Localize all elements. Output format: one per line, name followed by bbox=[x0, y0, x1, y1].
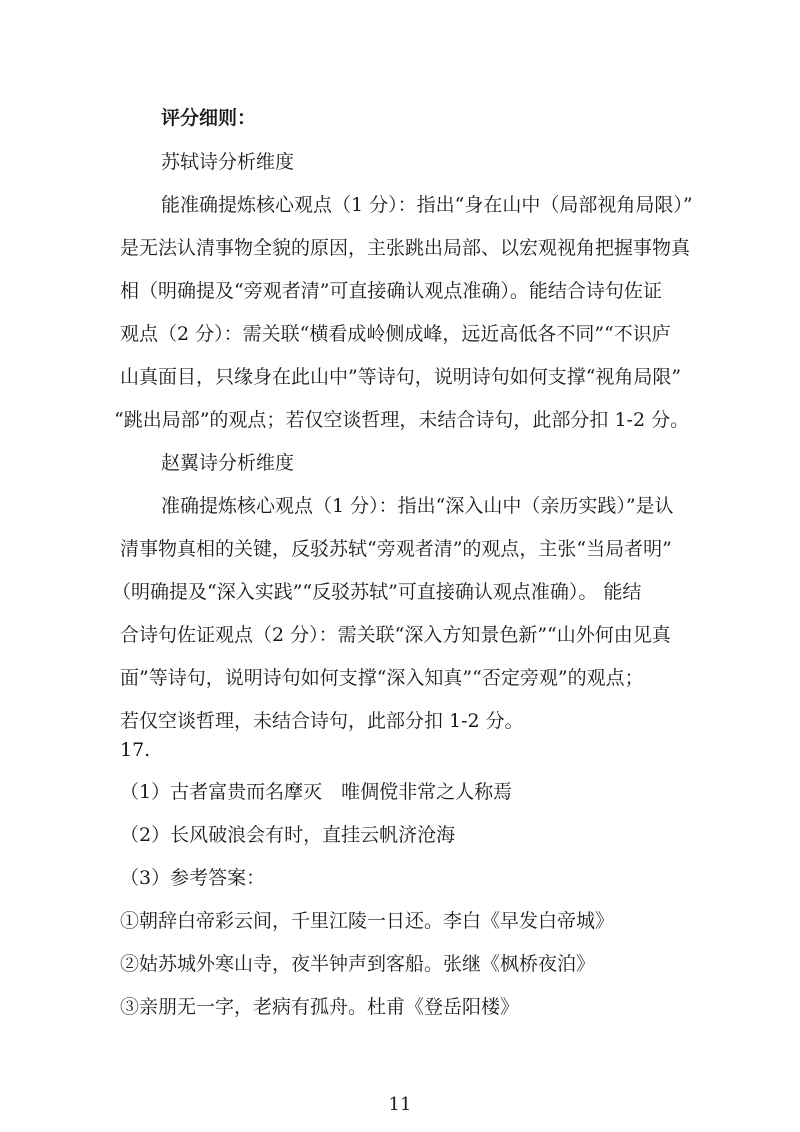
sushi-section-title: 苏轼诗分析维度 bbox=[161, 151, 295, 173]
zhaoyi-line-4: 合诗句佐证观点（2 分）：需关联“深入方知景色新”“山外何由见真 bbox=[120, 624, 671, 646]
q17-answer-1: ①朝辞白帝彩云间，千里江陵一日还。李白《早发白帝城》 bbox=[120, 910, 615, 932]
zhaoyi-line-2: 清事物真相的关键，反驳苏轼“旁观者清”的观点，主张“当局者明” bbox=[120, 538, 672, 560]
q17-item-2: （2）长风破浪会有时，直挂云帆济沧海 bbox=[120, 824, 456, 846]
zhaoyi-section-title: 赵翼诗分析维度 bbox=[161, 452, 295, 474]
q17-item-3: （3）参考答案： bbox=[120, 867, 266, 889]
sushi-line-3: 相（明确提及“旁观者清”可直接确认观点准确）。能结合诗句佐证 bbox=[120, 280, 662, 302]
q17-answer-3: ③亲朋无一字，老病有孤舟。杜甫《登岳阳楼》 bbox=[120, 996, 520, 1018]
zhaoyi-line-6: 若仅空谈哲理，未结合诗句，此部分扣 1-2 分。 bbox=[120, 710, 524, 732]
sushi-line-2: 是无法认清事物全貌的原因，主张跳出局部、以宏观视角把握事物真 bbox=[120, 237, 691, 259]
sushi-line-1: 能准确提炼核心观点（1 分）：指出“身在山中（局部视角局限）” bbox=[161, 194, 693, 216]
question-17-number: 17. bbox=[120, 739, 151, 761]
q17-answer-2: ②姑苏城外寒山寺，夜半钟声到客船。张继《枫桥夜泊》 bbox=[120, 953, 596, 975]
sushi-line-5: 山真面目，只缘身在此山中”等诗句，说明诗句如何支撑“视角局限” bbox=[120, 366, 682, 388]
zhaoyi-line-5: 面”等诗句，说明诗句如何支撑“深入知真”“否定旁观”的观点； bbox=[120, 667, 644, 689]
zhaoyi-line-1: 准确提炼核心观点（1 分）：指出“深入山中（亲历实践）”是认 bbox=[161, 495, 674, 517]
q17-item-1: （1）古者富贵而名摩灭 唯倜傥非常之人称焉 bbox=[120, 781, 513, 803]
sushi-line-6: “跳出局部”的观点；若仅空谈哲理，未结合诗句，此部分扣 1-2 分。 bbox=[114, 409, 690, 431]
page-number: 11 bbox=[388, 1094, 412, 1115]
zhaoyi-line-3: （明确提及“深入实践”“反驳苏轼”可直接确认观点准确）。 能结 bbox=[112, 581, 642, 603]
heading: 评分细则： bbox=[161, 107, 257, 129]
sushi-line-4: 观点（2 分）：需关联“横看成岭侧成峰，远近高低各不同”“不识庐 bbox=[120, 323, 671, 345]
